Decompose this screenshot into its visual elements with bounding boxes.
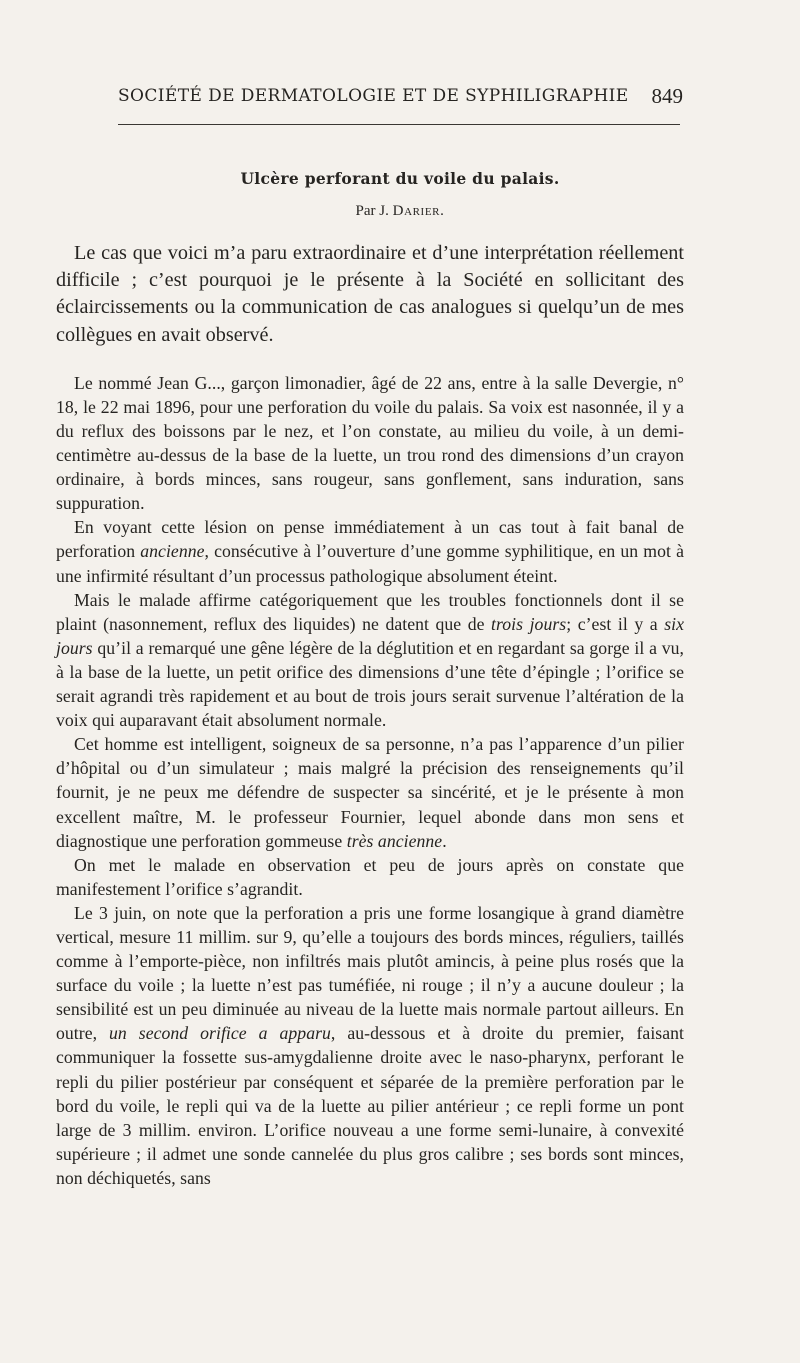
italic-tres-ancienne: très ancienne [346,830,443,851]
paragraph-patient-claims [56,588,684,733]
text-segment: , consécutive à l’ouverture d’une gomme syphilitique, en un mot à une infirmité résultant d’un processus pathologique absolument éteint. [56,541,684,586]
text-segment: Le 3 juin, on note que la perforation a pris une forme losangique à grand diamètre vertical, mesure 11 millim. sur 9, qu’elle a toujours des bords minces, réguliers, taillés comme à l’emporte-pièce, non infiltrés mais plutôt amincis, à peine plus rosés que la surface du voile ; la luette n’est pas tuméfiée, ni rouge ; il n’y a aucune douleur ; la sensibilité est un peu diminuée au niveau de la luette mais normale partout ailleurs. En outre, [56,902,684,1044]
paragraph-intro: Le cas que voici m’a paru extraordinaire et d’une interprétation réellement difficile ; c’est pourquoi je le présente à la Société en sollicitant des éclaircissements ou la communication de cas analogues si quelqu’un de mes collègues en avait observé. [56,242,684,346]
paragraph-observation: On met le malade en observation et peu de jours après on constate que manifestement l’orifice s’agrandit. [56,854,684,899]
paragraph-first-impression [56,515,684,587]
text-segment: Cet homme est intelligent, soigneux de sa personne, n’a pas l’apparence d’un pilier d’hôpital ou d’un simulateur ; mais malgré la précision des renseignements qu’il fournit, je ne peux me défendre de suspecter sa sincérité, et je le présente à mon excellent maître, M. le professeur Fournier, lequel abonde dans mon sens et diagnostique une perforation gommeuse [56,734,684,851]
text-segment: qu’il a remarqué une gêne légère de la déglutition et en regardant sa gorge il a vu, à la base de la luette, un petit orifice des dimensions d’une tête d’épingle ; l’orifice se serait agrandi très rapidement et au bout de trois jours serait survenue l’altération de la voix qui auparavant était absolument normale. [56,637,684,731]
italic-trois-jours: trois jours [491,613,567,634]
running-title: SOCIÉTÉ DE DERMATOLOGIE ET DE SYPHILIGRAPHIE [118,86,629,106]
text-segment: , au-dessous et à droite du premier, faisant communiquer la fossette sus-amygdalienne droite avec le naso-pharynx, perforant le repli du pilier postérieur par conséquent et séparée de la première perforation par le bord du voile, le repli qui va de la luette au pilier antérieur ; ce repli forme un pont large de 3 millim. environ. L’orifice nouveau a une forme semi-lunaire, à convexité supérieure ; il admet une sonde cannelée du plus gros calibre ; ses bords sont minces, non déchiquetés, sans [56,1023,684,1188]
byline-prefix: Par J. [355,203,393,219]
paragraph-suspicion [56,732,684,852]
byline-author: Darier. [392,203,445,219]
text-segment: ; c’est il y a [566,613,665,634]
italic-six-jours: six jours [56,613,685,658]
byline [0,203,800,220]
paragraph-june-note [56,901,684,1190]
paragraph-case-history: Le nommé Jean G..., garçon limonadier, âgé de 22 ans, entre à la salle Devergie, n° 18, le 22 mai 1896, pour une perforation du voile du palais. Sa voix est nasonnée, il y a du reflux des boissons par le nez, et l’on constate, au milieu du voile, à un demi-centimètre au-dessus de la base de la luette, un trou rond des dimensions d’un crayon ordinaire, à bords minces, sans rougeur, sans gonflement, sans induration, sans suppuration. [56,372,684,514]
page-number: 849 [651,84,683,108]
header-rule [118,124,680,125]
article-title: Ulcère perforant du voile du palais. [240,169,560,188]
text-segment: En voyant cette lésion on pense immédiatement à un cas tout à fait banal de perforation [56,517,684,562]
text-segment: . [442,830,447,851]
running-header [118,86,683,112]
italic-second-orifice: un second orifice a apparu [109,1023,331,1044]
text-segment: Mais le malade affirme catégoriquement que les troubles fonctionnels dont il se plaint (nasonnement, reflux des liquides) ne datent que de [56,589,684,634]
article-body [56,240,684,1190]
italic-ancienne: ancienne [140,541,205,562]
